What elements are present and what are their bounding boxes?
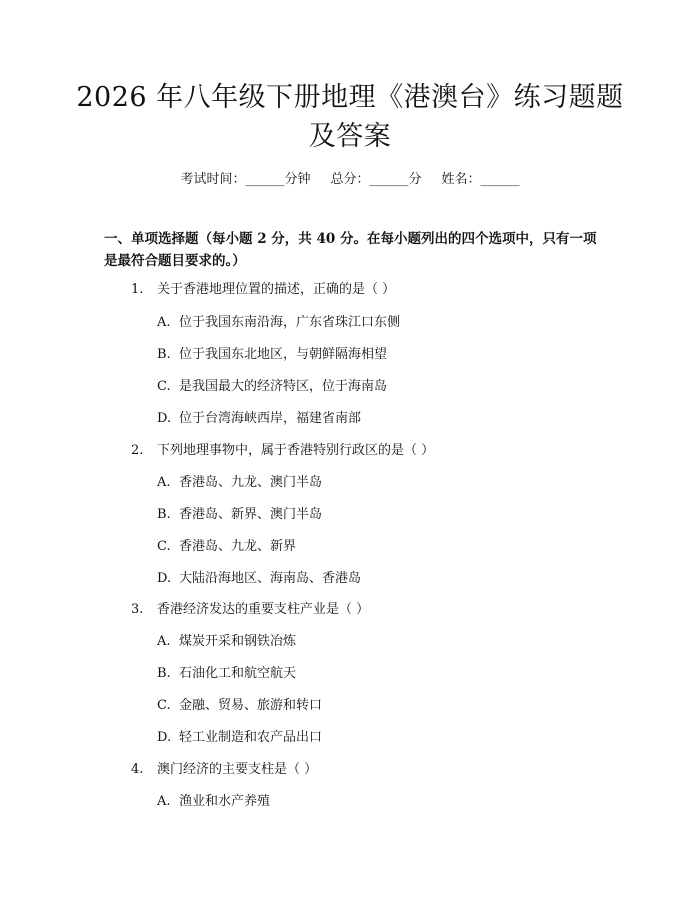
question-number: 4. bbox=[131, 762, 144, 777]
document-title bbox=[70, 78, 630, 156]
option-text: 渔业和水产养殖 bbox=[179, 794, 271, 809]
option-letter: B. bbox=[157, 507, 171, 522]
question-text: 关于香港地理位置的描述，正确的是（ ） bbox=[157, 282, 396, 297]
option-2a bbox=[157, 473, 322, 493]
section-heading-line-2: 是最符合题目要求的。） bbox=[104, 253, 246, 269]
option-text: 是我国最大的经济特区，位于海南岛 bbox=[179, 379, 388, 394]
option-letter: A. bbox=[157, 634, 171, 649]
option-text: 石油化工和航空航天 bbox=[179, 666, 297, 681]
option-letter: A. bbox=[157, 475, 171, 490]
option-text: 香港岛、新界、澳门半岛 bbox=[179, 507, 323, 522]
option-2b bbox=[157, 505, 322, 525]
section-heading bbox=[104, 228, 614, 272]
option-letter: A. bbox=[157, 794, 171, 809]
option-text: 大陆沿海地区、海南岛、香港岛 bbox=[179, 571, 362, 586]
option-1d bbox=[157, 409, 361, 429]
option-text: 轻工业制造和农产品出口 bbox=[179, 730, 323, 745]
question-number: 3. bbox=[131, 602, 144, 617]
option-letter: B. bbox=[157, 666, 171, 681]
option-letter: D. bbox=[157, 730, 172, 745]
option-letter: C. bbox=[157, 698, 171, 713]
option-3b bbox=[157, 664, 296, 684]
option-1c bbox=[157, 377, 387, 397]
option-1a bbox=[157, 313, 400, 333]
option-4a bbox=[157, 792, 270, 812]
option-text: 香港岛、九龙、澳门半岛 bbox=[179, 475, 323, 490]
section-heading-line-1: 一、单项选择题（每小题 2 分，共 40 分。在每小题列出的四个选项中，只有一项 bbox=[104, 231, 597, 247]
exam-score: 总分：______分 bbox=[330, 172, 422, 187]
question-3 bbox=[131, 600, 369, 620]
exam-info bbox=[0, 168, 700, 187]
option-2d bbox=[157, 569, 361, 589]
option-text: 位于我国东北地区，与朝鲜隔海相望 bbox=[179, 347, 388, 362]
option-letter: D. bbox=[157, 411, 172, 426]
question-text: 下列地理事物中，属于香港特别行政区的是（ ） bbox=[157, 443, 435, 458]
question-number: 1. bbox=[131, 282, 144, 297]
question-text: 香港经济发达的重要支柱产业是（ ） bbox=[157, 602, 370, 617]
option-text: 金融、贸易、旅游和转口 bbox=[179, 698, 323, 713]
student-name: 姓名：______ bbox=[441, 172, 520, 187]
option-3d bbox=[157, 728, 322, 748]
exam-time: 考试时间：______分钟 bbox=[180, 172, 311, 187]
option-text: 位于我国东南沿海，广东省珠江口东侧 bbox=[179, 315, 401, 330]
title-line-1: 2026 年八年级下册地理《港澳台》练习题题 bbox=[76, 82, 624, 113]
question-4 bbox=[131, 760, 317, 780]
question-number: 2. bbox=[131, 443, 144, 458]
option-text: 位于台湾海峡西岸，福建省南部 bbox=[179, 411, 362, 426]
option-2c bbox=[157, 537, 296, 557]
option-3c bbox=[157, 696, 322, 716]
option-letter: C. bbox=[157, 379, 171, 394]
option-letter: C. bbox=[157, 539, 171, 554]
option-3a bbox=[157, 632, 296, 652]
option-letter: A. bbox=[157, 315, 171, 330]
option-letter: D. bbox=[157, 571, 172, 586]
question-text: 澳门经济的主要支柱是（ ） bbox=[157, 762, 318, 777]
option-text: 煤炭开采和钢铁冶炼 bbox=[179, 634, 297, 649]
question-2 bbox=[131, 441, 434, 461]
option-letter: B. bbox=[157, 347, 171, 362]
title-line-2: 及答案 bbox=[308, 121, 392, 152]
question-1 bbox=[131, 280, 395, 300]
option-text: 香港岛、九龙、新界 bbox=[179, 539, 297, 554]
option-1b bbox=[157, 345, 387, 365]
